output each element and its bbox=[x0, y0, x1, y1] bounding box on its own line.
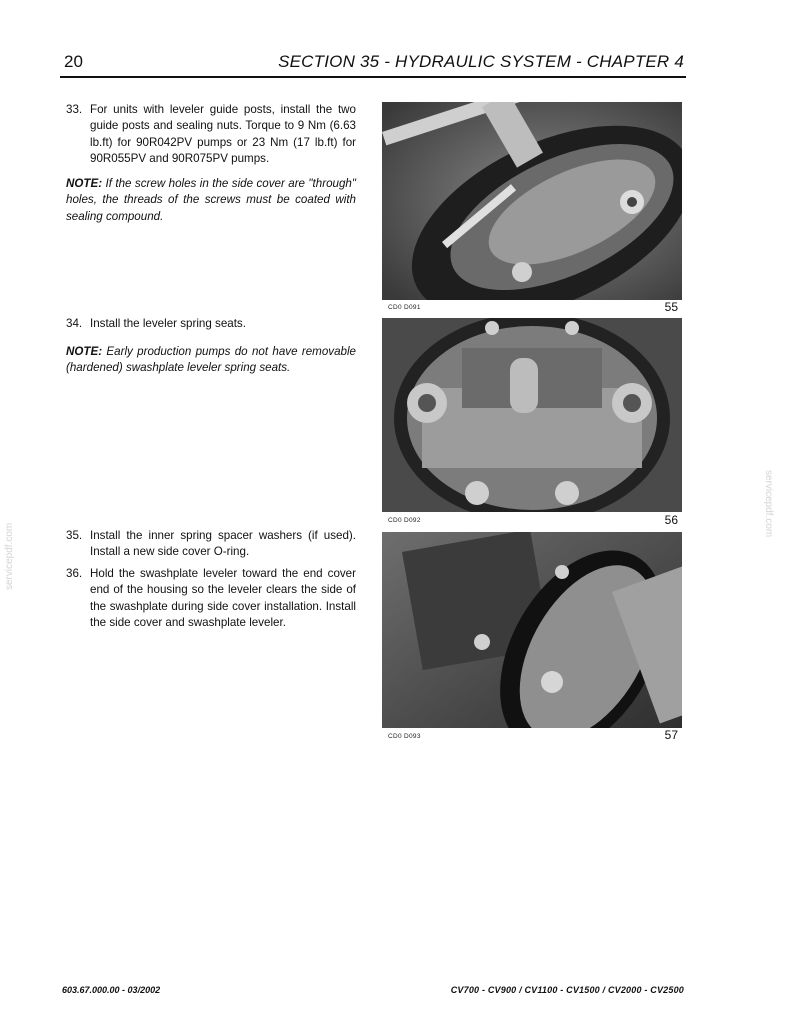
note-text: If the screw holes in the side cover are "through" holes, the threads of the screws must be coated with sealing compound. bbox=[66, 177, 356, 223]
figure-code: CD0 D092 bbox=[388, 517, 421, 524]
note-early-production bbox=[66, 344, 356, 377]
figure-number: 56 bbox=[664, 513, 678, 527]
page-header bbox=[60, 52, 686, 74]
step-text: For units with leveler guide posts, install the two guide posts and sealing nuts. Torque to 9 Nm (6.63 lb.ft) for 90R042PV pumps or 23 Nm (17 lb.ft) for 90R055PV and 90R075PV pumps. bbox=[90, 103, 356, 166]
footer-models: CV700 - CV900 / CV1100 - CV1500 / CV2000 - CV2500 bbox=[450, 985, 684, 995]
photo-guide-posts bbox=[382, 102, 682, 300]
note-through-holes bbox=[66, 176, 356, 225]
header-rule bbox=[60, 76, 686, 78]
figure-code: CD0 D093 bbox=[388, 733, 421, 740]
note-label: NOTE: bbox=[66, 345, 103, 358]
figure-number: 55 bbox=[664, 300, 678, 314]
photo-spring-seats bbox=[382, 318, 682, 512]
step-number: 33. bbox=[66, 103, 83, 116]
step-number: 36. bbox=[66, 567, 83, 580]
step-text: Install the leveler spring seats. bbox=[90, 317, 246, 330]
photo-side-cover-install bbox=[382, 532, 682, 728]
watermark-left: servicepdf.com bbox=[4, 522, 15, 590]
step-number: 34. bbox=[66, 317, 83, 330]
note-text: Early production pumps do not have removable (hardened) swashplate leveler spring seats. bbox=[66, 345, 356, 375]
step-number: 35. bbox=[66, 529, 83, 542]
figure-56 bbox=[382, 318, 682, 528]
page-number: 20 bbox=[64, 52, 83, 71]
figure-55 bbox=[382, 102, 682, 316]
figure-number: 57 bbox=[664, 728, 678, 742]
step-text: Hold the swashplate leveler toward the end cover end of the housing so the leveler clears the side of the swashplate during side cover installation. Install the side cover and swashplate leveler. bbox=[90, 567, 356, 630]
section-title: SECTION 35 - HYDRAULIC SYSTEM - CHAPTER 4 bbox=[278, 52, 684, 71]
step-text: Install the inner spring spacer washers (if used). Install a new side cover O-ring. bbox=[90, 529, 356, 559]
footer-document-code: 603.67.000.00 - 03/2002 bbox=[62, 985, 161, 995]
watermark-right: servicepdf.com bbox=[763, 470, 774, 538]
figure-code: CD0 D091 bbox=[388, 304, 421, 311]
note-label: NOTE: bbox=[66, 177, 103, 190]
figure-57 bbox=[382, 532, 682, 744]
